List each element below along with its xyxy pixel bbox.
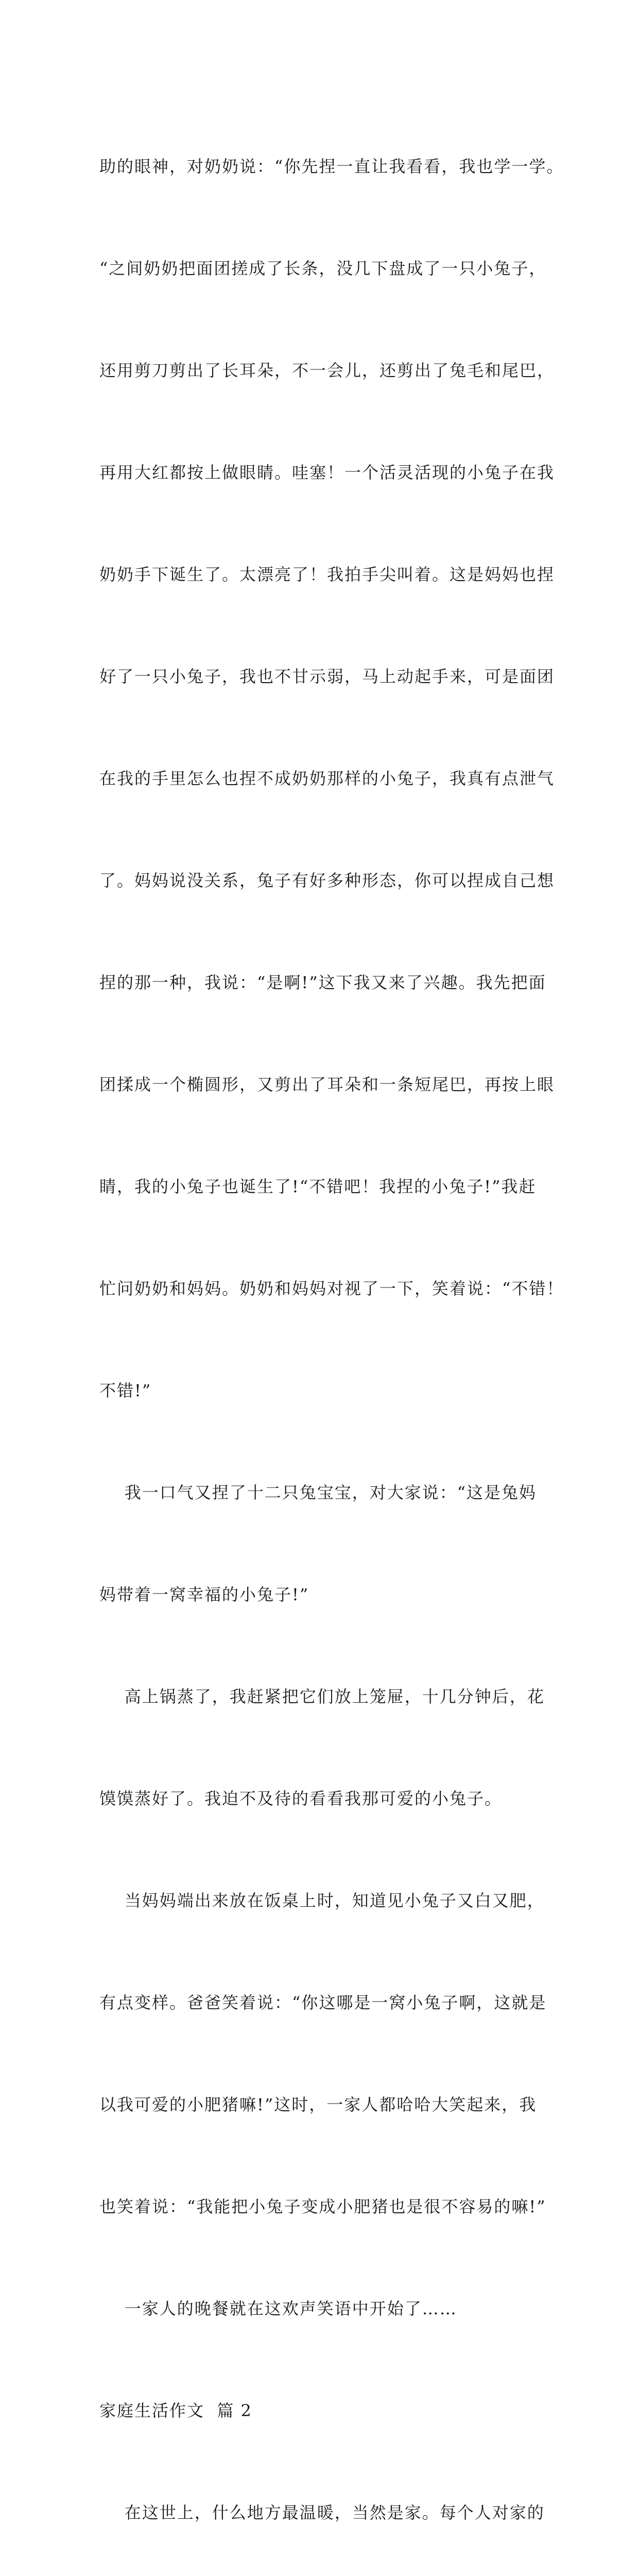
text-line: 了。妈妈说没关系，兔子有好多种形态，你可以捏成自己想 <box>99 871 555 890</box>
text-line: 以我可爱的小肥猪嘛!”这时，一家人都哈哈大笑起来，我 <box>99 2095 537 2114</box>
text-line: 奶奶手下诞生了。太漂亮了！我拍手尖叫着。这是妈妈也捏 <box>99 565 555 584</box>
text-line: 也笑着说：“我能把小兔子变成小肥猪也是很不容易的嘛!” <box>99 2197 546 2216</box>
document-body <box>99 81 563 2576</box>
text-line: 捏的那一种，我说：“是啊!”这下我又来了兴趣。我先把面 <box>99 973 546 992</box>
text-line: 一家人的晚餐就在这欢声笑语中开始了…… <box>99 2299 457 2318</box>
text-line: 忙问奶奶和妈妈。奶奶和妈妈对视了一下，笑着说：“不错！ <box>99 1279 564 1298</box>
text-line: 在我的手里怎么也捏不成奶奶那样的小兔子，我真有点泄气 <box>99 769 555 788</box>
text-line: 有点变样。爸爸笑着说：“你这哪是一窝小兔子啊，这就是 <box>99 1993 547 2012</box>
text-line: 好了一只小兔子，我也不甘示弱，马上动起手来，可是面团 <box>99 667 555 686</box>
text-line: 馍馍蒸好了。我迫不及待的看看我那可爱的小兔子。 <box>99 1789 503 1808</box>
text-line: 睛，我的小兔子也诞生了!“不错吧！我捏的小兔子!”我赶 <box>99 1177 537 1196</box>
text-line: 不错!” <box>99 1381 152 1400</box>
text-line: 再用大红都按上做眼睛。哇塞！一个活灵活现的小兔子在我 <box>99 463 555 482</box>
section-heading: 家庭生活作文 篇 2 <box>99 2401 252 2420</box>
text-line: 我一口气又捏了十二只兔宝宝，对大家说：“这是兔妈 <box>99 1483 537 1502</box>
text-line: “之间奶奶把面团搓成了长条，没几下盘成了一只小兔子， <box>99 259 547 278</box>
text-line: 团揉成一个椭圆形，又剪出了耳朵和一条短尾巴，再按上眼 <box>99 1075 555 1094</box>
text-line: 还用剪刀剪出了长耳朵，不一会儿，还剪出了兔毛和尾巴， <box>99 361 555 380</box>
text-line: 在这世上，什么地方最温暖，当然是家。每个人对家的 <box>99 2503 545 2522</box>
text-line: 妈带着一窝幸福的小兔子!” <box>99 1585 309 1604</box>
text-line: 助的眼神，对奶奶说：“你先捏一直让我看看，我也学一学。 <box>99 157 564 176</box>
text-line: 高上锅蒸了，我赶紧把它们放上笼屉，十几分钟后，花 <box>99 1687 545 1706</box>
text-line: 当妈妈端出来放在饭桌上时，知道见小兔子又白又肥， <box>99 1891 545 1910</box>
